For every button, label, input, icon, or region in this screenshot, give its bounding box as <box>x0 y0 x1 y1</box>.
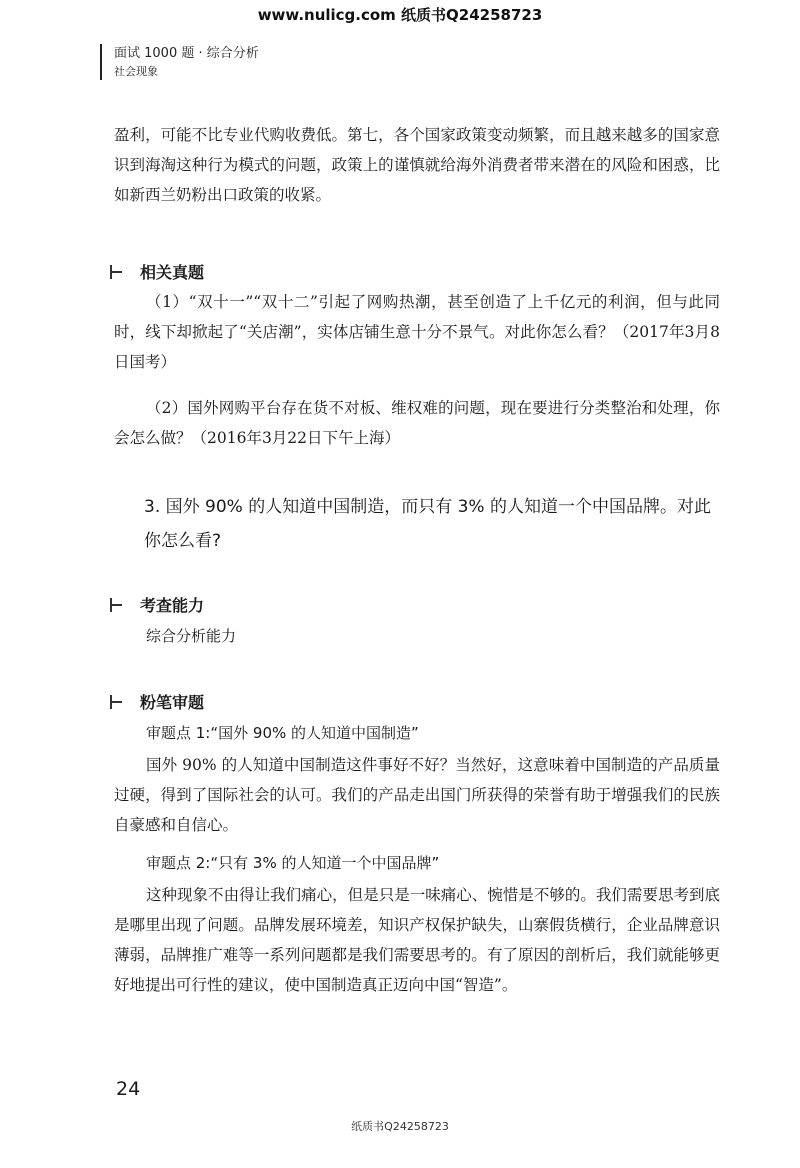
ability-heading <box>110 593 204 616</box>
analysis-point-2-text: 这种现象不由得让我们痛心，但是只是一味痛心、惋惜是不够的。我们需要思考到底是哪里出现了问题。品牌发展环境差，知识产权保护缺失，山寨假货横行，企业品牌意识薄弱，品牌推广难等一系列问题都是我们需要思考的。有了原因的剖析后，我们就能够更好地提出可行性的建议，使中国制造真正迈向中国“智造”。 <box>114 886 720 994</box>
ability-heading-text: 考查能力 <box>140 596 205 615</box>
section-marker-icon <box>110 265 126 279</box>
analysis-point-1-text: 国外 90% 的人知道中国制造这件事好不好？当然好，这意味着中国制造的产品质量过硬，得到了国际社会的认可。我们的产品走出国门所获得的荣誉有助于增强我们的民族自豪感和自信心。 <box>114 756 720 834</box>
watermark-bottom: 纸质书Q24258723 <box>351 1120 449 1133</box>
analysis-heading-text: 粉笔审题 <box>140 693 205 712</box>
running-head-subtitle: 社会现象 <box>114 65 158 78</box>
running-head <box>100 44 259 80</box>
analysis-point-1-title: 审题点 1:“国外 90% 的人知道中国制造” <box>146 724 419 742</box>
related-item-2: （2）国外网购平台存在货不对板、维权难的问题，现在要进行分类整治和处理，你会怎么做？（2016年3月22日下午上海） <box>114 399 720 447</box>
question-3: 3. 国外 90% 的人知道中国制造，而只有 3% 的人知道一个中国品牌。对此你怎么看? <box>144 497 711 551</box>
watermark-top: www.nulicg.com 纸质书Q24258723 <box>257 6 543 24</box>
intro-paragraph: 盈利，可能不比专业代购收费低。第七，各个国家政策变动频繁，而且越来越多的国家意识到海淘这种行为模式的问题，政策上的谨慎就给海外消费者带来潜在的风险和困惑，比如新西兰奶粉出口政策的收紧。 <box>114 126 720 204</box>
section-marker-icon <box>110 598 126 612</box>
related-heading-text: 相关真题 <box>140 263 205 282</box>
related-item-1: （1）“双十一”“双十二”引起了网购热潮，甚至创造了上千亿元的利润，但与此同时，线下却掀起了“关店潮”，实体店铺生意十分不景气。对此你怎么看？（2017年3月8日国考） <box>114 293 720 371</box>
analysis-point-2-title: 审题点 2:“只有 3% 的人知道一个中国品牌” <box>146 854 440 872</box>
analysis-heading <box>110 690 204 713</box>
page-number: 24 <box>116 1078 141 1100</box>
related-heading <box>110 260 204 283</box>
ability-text: 综合分析能力 <box>146 627 237 645</box>
running-head-title: 面试 1000 题 · 综合分析 <box>114 46 259 61</box>
section-marker-icon <box>110 695 126 709</box>
